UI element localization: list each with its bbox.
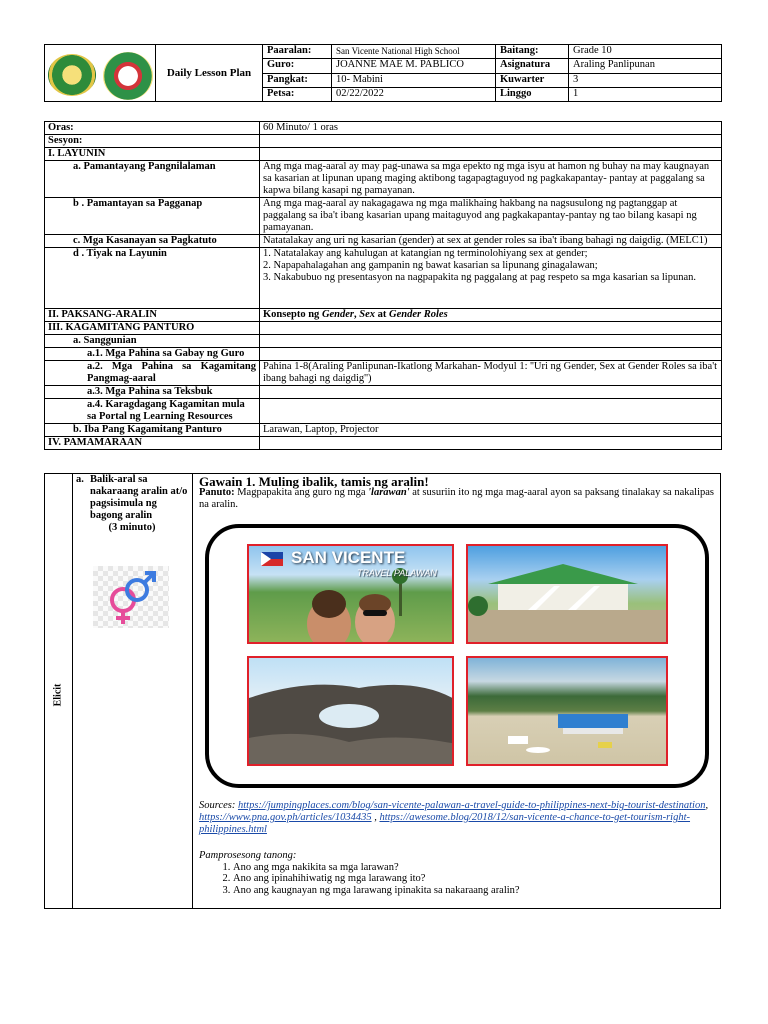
sources-label: Sources: [199,800,238,811]
photo-terminal-building [466,544,668,644]
question-item: 3. Ano ang kaugnayan ng mga larawang ipinakita sa nakaraang aralin? [233,885,719,897]
header-table [44,44,722,102]
value-baitang: Grade 10 [569,45,722,59]
question-item: 1. Ano ang mga nakikita sa mga larawan? [233,862,719,874]
label-pamantayan-sa-pagganap: b . Pamantayan sa Pagganap [45,198,260,235]
gender-symbol-icon [93,566,169,628]
sub-text: Balik-aral sa nakaraang aralin at/o pagsisimula ng bagong aralin [90,474,188,521]
value-petsa: 02/22/2022 [332,87,496,101]
source-link[interactable]: https://www.pna.gov.ph/articles/1034435 [199,812,372,823]
photo-title: SAN VICENTE [291,548,406,567]
value-linggo: 1 [569,87,722,101]
empty-cell [260,322,722,335]
label-iba-pang-kagamitan: b. Iba Pang Kagamitang Panturo [45,424,260,437]
panuto-emphasis: 'larawan' [368,487,410,498]
balik-aral-label [76,474,188,534]
logo-cell [45,45,156,102]
photo-subtitle: TRAVEL PALAWAN [357,568,437,578]
value-pamantayan-sa-pagganap: Ang mga mag-aaral ay nakagagawa ng mga malikhaing hakbang na nagsusulong ng pagtanggap at paggalang sa iba't ibang kasarian upang maitaguyod ang pagkakapantay-pantay ng tao bilang kasapi ng pamayanan. [260,198,722,235]
panuto-label: Panuto: [199,487,235,498]
label-petsa: Petsa: [263,87,332,101]
label-sesyon: Sesyon: [45,135,260,148]
sources: Sources: https://jumpingplaces.com/blog/san-vicente-palawan-a-travel-guide-to-philippines-next-big-tourist-destination, https://www.pna.gov.ph/articles/1034435 , https://awesome.blog/2018/12/san-vicente-a-chance-to-get-tourism-right-philippines.html [199,800,709,835]
photo-san-vicente-travel [247,544,454,644]
layunin-item: 2. Napapahalagahan ang gampanin ng bawat kasarian sa lipunang ginagalawan; [263,260,598,271]
value-kagamitang-pangmag-aaral: Pahina 1-8(Araling Panlipunan-Ikatlong Markahan- Modyul 1: ''Uri ng Gender, Sex at Gender Roles sa iba't ibang bahagi ng daigdig'') [260,361,722,386]
label-gabay-ng-guro: a.1. Mga Pahina sa Gabay ng Guro [45,348,260,361]
label-tiyak-na-layunin: d . Tiyak na Layunin [45,248,260,309]
label-kuwarter: Kuwarter [496,73,569,87]
value-paaralan: San Vicente National High School [332,45,496,59]
panuto-text [199,487,719,511]
section-kagamitang-panturo: III. KAGAMITANG PANTURO [45,322,260,335]
photo-airport [466,656,668,766]
paksang-at: at [375,309,390,320]
paksang-gender-roles: Gender Roles [389,309,448,320]
label-learning-resources: a.4. Karagdagang Kagamitan mula sa Portal ng Learning Resources [45,399,260,424]
photo-rock-arch [247,656,454,766]
source-link[interactable]: https://jumpingplaces.com/blog/san-vicente-palawan-a-travel-guide-to-philippines-next-big-tourist-destination [237,800,706,811]
empty-cell [260,437,722,450]
label-oras: Oras: [45,122,260,135]
section-paksang-aralin: II. PAKSANG-ARALIN [45,309,260,322]
document-title: Daily Lesson Plan [156,45,263,102]
paksang-text: Konsepto ng [263,309,322,320]
value-pangkat: 10- Mabini [332,73,496,87]
question-item: 2. Ano ang ipinahihiwatig ng mga larawang ito? [233,873,719,885]
value-iba-pang-kagamitan: Larawan, Laptop, Projector [260,424,722,437]
value-kuwarter: 3 [569,73,722,87]
elicit-label: Elicit [52,683,64,707]
value-pamantayang-pangnilalaman: Ang mga mag-aaral ay may pag-unawa sa mga epekto ng mga isyu at hamon ng buhay na may kaugnayan sa kasarian at lipunan upang maging aktibong tagapagtaguyod ng pagkakapantay- pantay at paggalang sa kapwa bilang kasapi ng pamayanan. [260,161,722,198]
empty-cell [260,335,722,348]
sub-time: (3 minuto) [108,522,156,533]
sub-letter: a. [76,474,84,485]
lesson-plan-table [44,121,722,450]
value-paksang-aralin [260,309,722,322]
label-baitang: Baitang: [496,45,569,59]
label-asignatura: Asignatura [496,59,569,73]
gawain-title: Gawain 1. Muling ibalik, tamis ng aralin! [199,474,429,489]
panuto-pre: Magpapakita ang guro ng mga [234,487,369,498]
pamprosesong-tanong [199,850,719,896]
source-link[interactable]: https://awesome.blog/2018/12/san-vicente-a-chance-to-get-tourism-right-philippines.html [199,812,691,835]
empty-cell [260,348,722,361]
label-guro: Guro: [263,59,332,73]
value-tiyak-na-layunin [260,248,722,309]
divider [192,473,193,909]
label-sanggunian: a. Sanggunian [45,335,260,348]
section-layunin: I. LAYUNIN [45,148,260,161]
questions-list [199,862,719,897]
questions-title: Pamprosesong tanong: [199,850,297,861]
empty-cell [260,386,722,399]
empty-cell [260,148,722,161]
label-kasanayan-sa-pagkatuto: c. Mga Kasanayan sa Pagkatuto [45,235,260,248]
layunin-item: 1. Natatalakay ang kahulugan at katangian ng terminolohiyang sex at gender; [263,248,588,259]
label-pangkat: Pangkat: [263,73,332,87]
paksang-gender: Gender [321,309,355,320]
empty-cell [260,399,722,424]
panuto-post: at susuriin ito ng mga mag-aaral ayon sa paksang tinalakay sa nakalipas na aralin. [199,487,714,510]
label-kagamitang-pangmag-aaral: a.2. Mga Pahina sa Kagamitang Pangmag-aaral [45,361,260,386]
label-teksbuk: a.3. Mga Pahina sa Teksbuk [45,386,260,399]
value-kasanayan-sa-pagkatuto: Natatalakay ang uri ng kasarian (gender) at sex at gender roles sa iba't ibang bahagi ng daigdig. (MELC1) [260,235,722,248]
value-guro: JOANNE MAE M. PABLICO [332,59,496,73]
section-pamamaraan: IV. PAMAMARAAN [45,437,260,450]
label-paaralan: Paaralan: [263,45,332,59]
value-asignatura: Araling Panlipunan [569,59,722,73]
paksang-sex: Sex [359,309,376,320]
label-linggo: Linggo [496,87,569,101]
paksang-sep: , [354,309,360,320]
layunin-item: 3. Nakabubuo ng presentasyon na nagpapakita ng paggalang at pag respeto sa mga kasarian sa lipunan. [263,272,696,283]
label-pamantayang-pangnilalaman: a. Pamantayang Pangnilalaman [45,161,260,198]
value-sesyon [260,135,722,148]
value-oras: 60 Minuto/ 1 oras [260,122,722,135]
